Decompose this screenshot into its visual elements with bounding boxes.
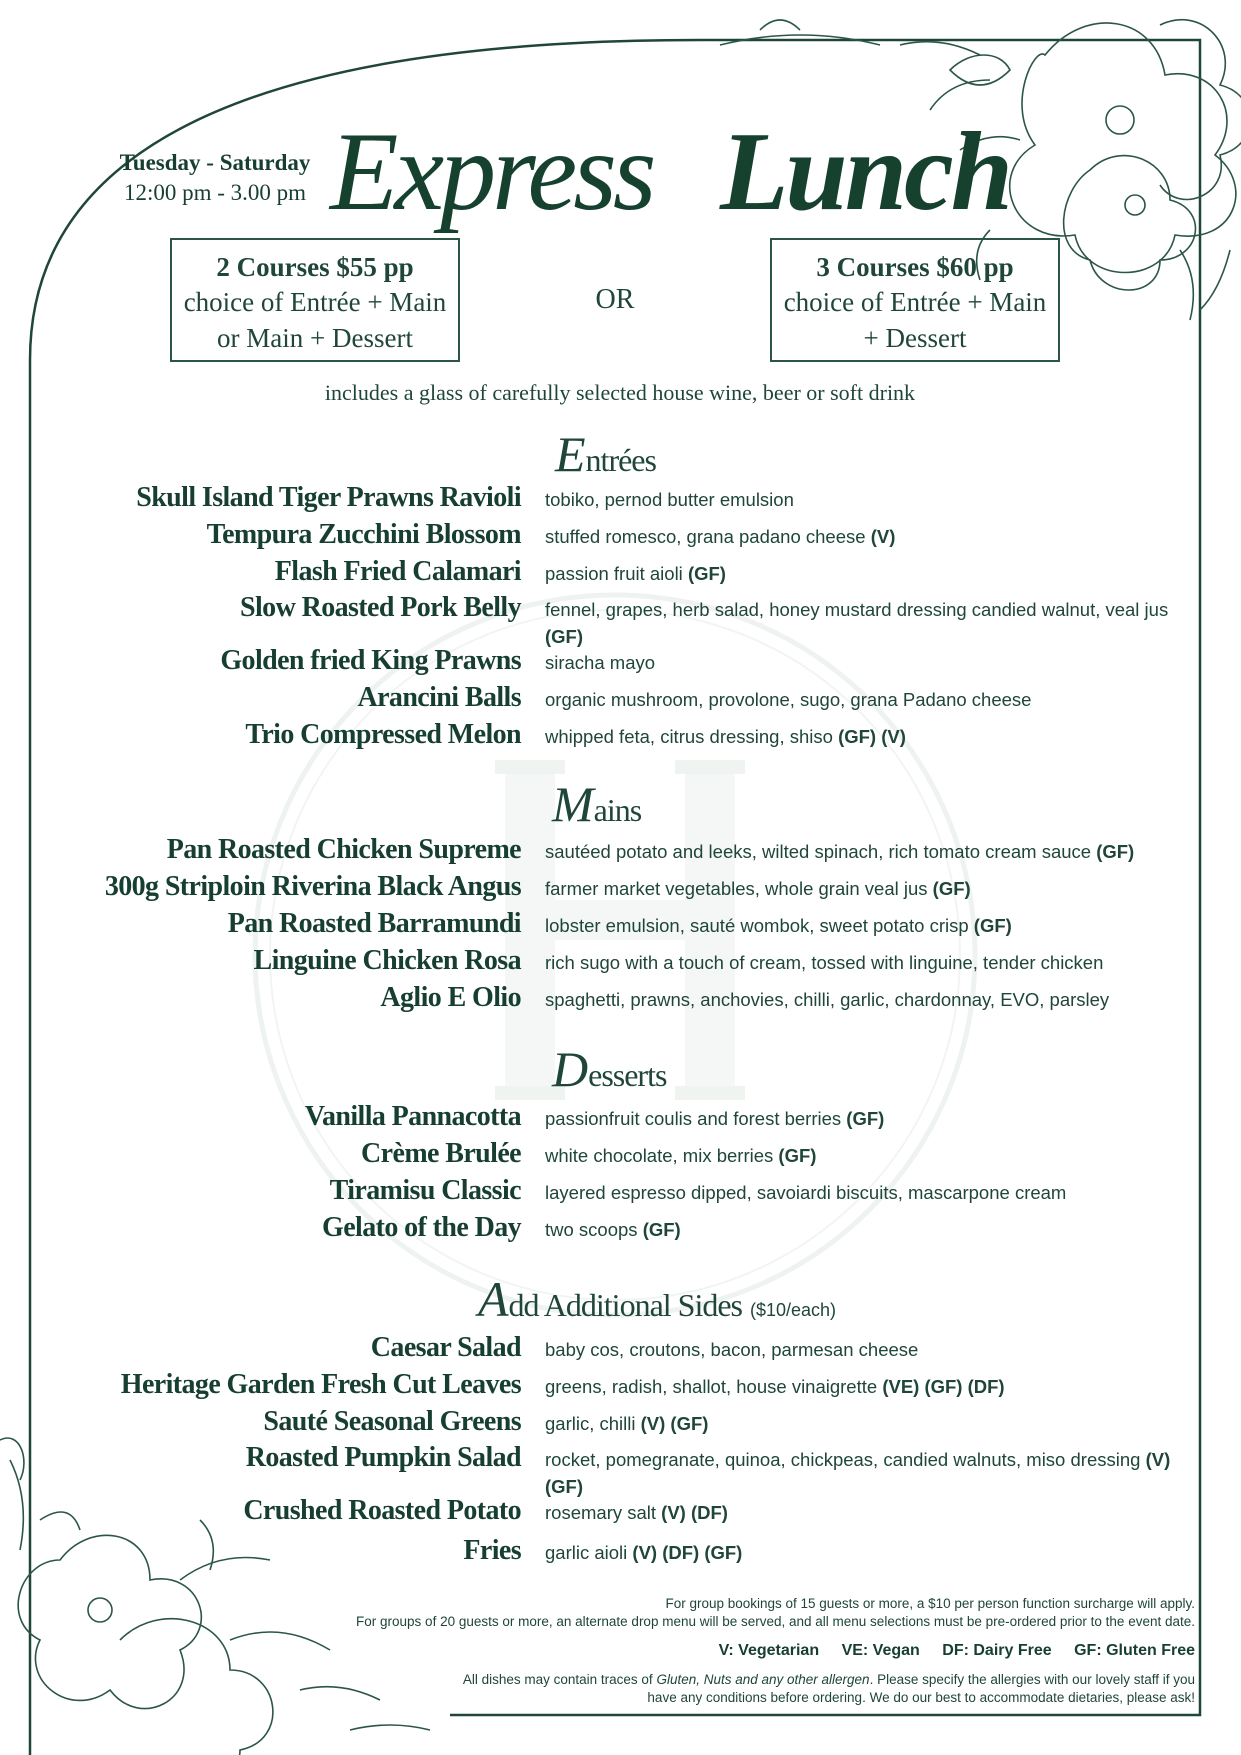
dish-description: garlic, chilli (V) (GF) (545, 1413, 709, 1434)
menu-title (330, 108, 1030, 234)
dish-description: sautéed potato and leeks, wilted spinach, rich tomato cream sauce (GF) (545, 841, 1135, 862)
hours-label: 12:00 pm - 3.00 pm (123, 180, 307, 205)
dish-name: Aglio E Olio (380, 982, 521, 1013)
dish-name: Crème Brulée (361, 1138, 521, 1169)
dietary-tags: (GF) (973, 915, 1012, 936)
legend-vegetarian: V: Vegetarian (718, 1642, 820, 1659)
dish-description: layered espresso dipped, savoiardi biscuits, mascarpone cream (545, 1182, 1067, 1203)
dietary-tags: (GF) (932, 878, 971, 899)
dish-name: Skull Island Tiger Prawns Ravioli (136, 482, 521, 513)
dish-name: Tempura Zucchini Blossom (206, 519, 521, 550)
dish-description: passion fruit aioli (GF) (545, 563, 726, 584)
offer-price: 2 Courses $55 pp (216, 252, 414, 282)
dietary-tags: (GF) (V) (838, 726, 906, 747)
dish-description: rocket, pomegranate, quinoa, chickpeas, candied walnuts, miso dressing (V) (GF) (545, 1449, 1171, 1497)
dietary-tags: (GF) (1096, 841, 1135, 862)
dish-name: Tiramisu Classic (329, 1175, 521, 1206)
dish-description: greens, radish, shallot, house vinaigrette (VE) (GF) (DF) (545, 1376, 1005, 1397)
offer-line: choice of Entrée + Main (183, 287, 447, 317)
group-menu-note: For groups of 20 guests or more, an alternate drop menu will be served, and all menu selections must be pre-ordered prior to the event date. (356, 1614, 1195, 1629)
dish-name: 300g Striploin Riverina Black Angus (104, 871, 521, 902)
or-label: OR (595, 284, 635, 315)
dietary-tags: (V) (GF) (545, 1449, 1171, 1497)
dish-description: fennel, grapes, herb salad, honey mustard dressing candied walnut, veal jus (GF) (545, 599, 1169, 647)
dish-description: organic mushroom, provolone, sugo, grana Padano cheese (545, 689, 1032, 710)
opening-days (110, 150, 320, 206)
dish-name: Fries (463, 1535, 521, 1566)
dish-name: Flash Fried Calamari (274, 556, 521, 587)
dietary-tags: (VE) (GF) (DF) (882, 1376, 1005, 1397)
dish-name: Linguine Chicken Rosa (253, 945, 521, 976)
dietary-tags: (V) (DF) (GF) (632, 1542, 743, 1563)
dish-description: whipped feta, citrus dressing, shiso (GF) (V) (545, 726, 906, 747)
offer-price: 3 Courses $60 pp (816, 252, 1014, 282)
dish-description: lobster emulsion, sauté wombok, sweet potato crisp (GF) (545, 915, 1012, 936)
section-heading-desserts: Desserts (552, 1041, 667, 1097)
dish-description: baby cos, croutons, bacon, parmesan cheese (545, 1339, 919, 1360)
dish-name: Sauté Seasonal Greens (263, 1406, 521, 1437)
section-heading-entrees: Entrées (555, 426, 656, 482)
dietary-tags: (GF) (642, 1219, 681, 1240)
dish-name: Heritage Garden Fresh Cut Leaves (120, 1369, 521, 1400)
includes-note: includes a glass of carefully selected house wine, beer or soft drink (324, 380, 916, 405)
legend-vegan: VE: Vegan (841, 1642, 920, 1659)
dish-description: farmer market vegetables, whole grain veal jus (GF) (545, 878, 971, 899)
dish-name: Roasted Pumpkin Salad (245, 1442, 521, 1473)
dish-name: Pan Roasted Barramundi (227, 908, 521, 939)
dish-name: Caesar Salad (370, 1332, 521, 1363)
group-booking-note: For group bookings of 15 guests or more, a $10 per person function surcharge will apply. (665, 1596, 1195, 1611)
offer-line: or Main + Dessert (217, 323, 413, 353)
dietary-legend (701, 1642, 1195, 1660)
dish-description: siracha mayo (545, 652, 656, 673)
dish-description: rich sugo with a touch of cream, tossed with linguine, tender chicken (545, 952, 1104, 973)
dietary-tags: (GF) (545, 626, 584, 647)
dish-description: garlic aioli (V) (DF) (GF) (545, 1542, 743, 1563)
dietary-tags: (V) (870, 526, 896, 547)
dish-description: stuffed romesco, grana padano cheese (V) (545, 526, 896, 547)
title-express: Express (330, 110, 653, 234)
dish-description: spaghetti, prawns, anchovies, chilli, garlic, chardonnay, EVO, parsley (545, 989, 1110, 1010)
legend-gluten-free: GF: Gluten Free (1074, 1642, 1195, 1659)
dish-name: Golden fried King Prawns (220, 645, 521, 676)
dietary-tags: (V) (GF) (640, 1413, 709, 1434)
offer-two-courses (170, 238, 460, 362)
dish-description: white chocolate, mix berries (GF) (545, 1145, 817, 1166)
offer-line: choice of Entrée + Main (783, 287, 1047, 317)
legend-dairy-free: DF: Dairy Free (942, 1642, 1052, 1659)
offer-three-courses (770, 238, 1060, 362)
days-label: Tuesday - Saturday (119, 150, 311, 175)
dish-name: Gelato of the Day (322, 1212, 521, 1243)
dish-description: two scoops (GF) (545, 1219, 681, 1240)
dish-name: Vanilla Pannacotta (304, 1101, 521, 1132)
title-lunch: Lunch (720, 110, 1010, 234)
dish-description: passionfruit coulis and forest berries (GF) (545, 1108, 885, 1129)
allergy-note-continued: have any conditions before ordering. We do our best to accommodate dietaries, please ask! (647, 1690, 1195, 1705)
dish-name: Crushed Roasted Potato (243, 1495, 521, 1526)
section-heading-mains: Mains (552, 776, 642, 832)
dish-name: Trio Compressed Melon (245, 719, 521, 750)
section-heading-sides: Add Additional Sides ($10/each) (478, 1271, 837, 1327)
dietary-tags: (GF) (846, 1108, 885, 1129)
dish-description: rosemary salt (V) (DF) (545, 1502, 728, 1523)
allergy-note: All dishes may contain traces of Gluten, Nuts and any other allergen. Please specify the allergies with our lovely staff if you (462, 1672, 1195, 1687)
dish-description: tobiko, pernod butter emulsion (545, 489, 794, 510)
dish-name: Pan Roasted Chicken Supreme (166, 834, 521, 865)
dish-name: Arancini Balls (357, 682, 521, 713)
dietary-tags: (GF) (687, 563, 726, 584)
sides-price: ($10/each) (750, 1300, 837, 1320)
dietary-tags: (GF) (778, 1145, 817, 1166)
offer-line: + Dessert (863, 323, 967, 353)
dish-name: Slow Roasted Pork Belly (240, 592, 521, 623)
floral-bottom-left (0, 1438, 430, 1755)
dietary-tags: (V) (DF) (661, 1502, 728, 1523)
